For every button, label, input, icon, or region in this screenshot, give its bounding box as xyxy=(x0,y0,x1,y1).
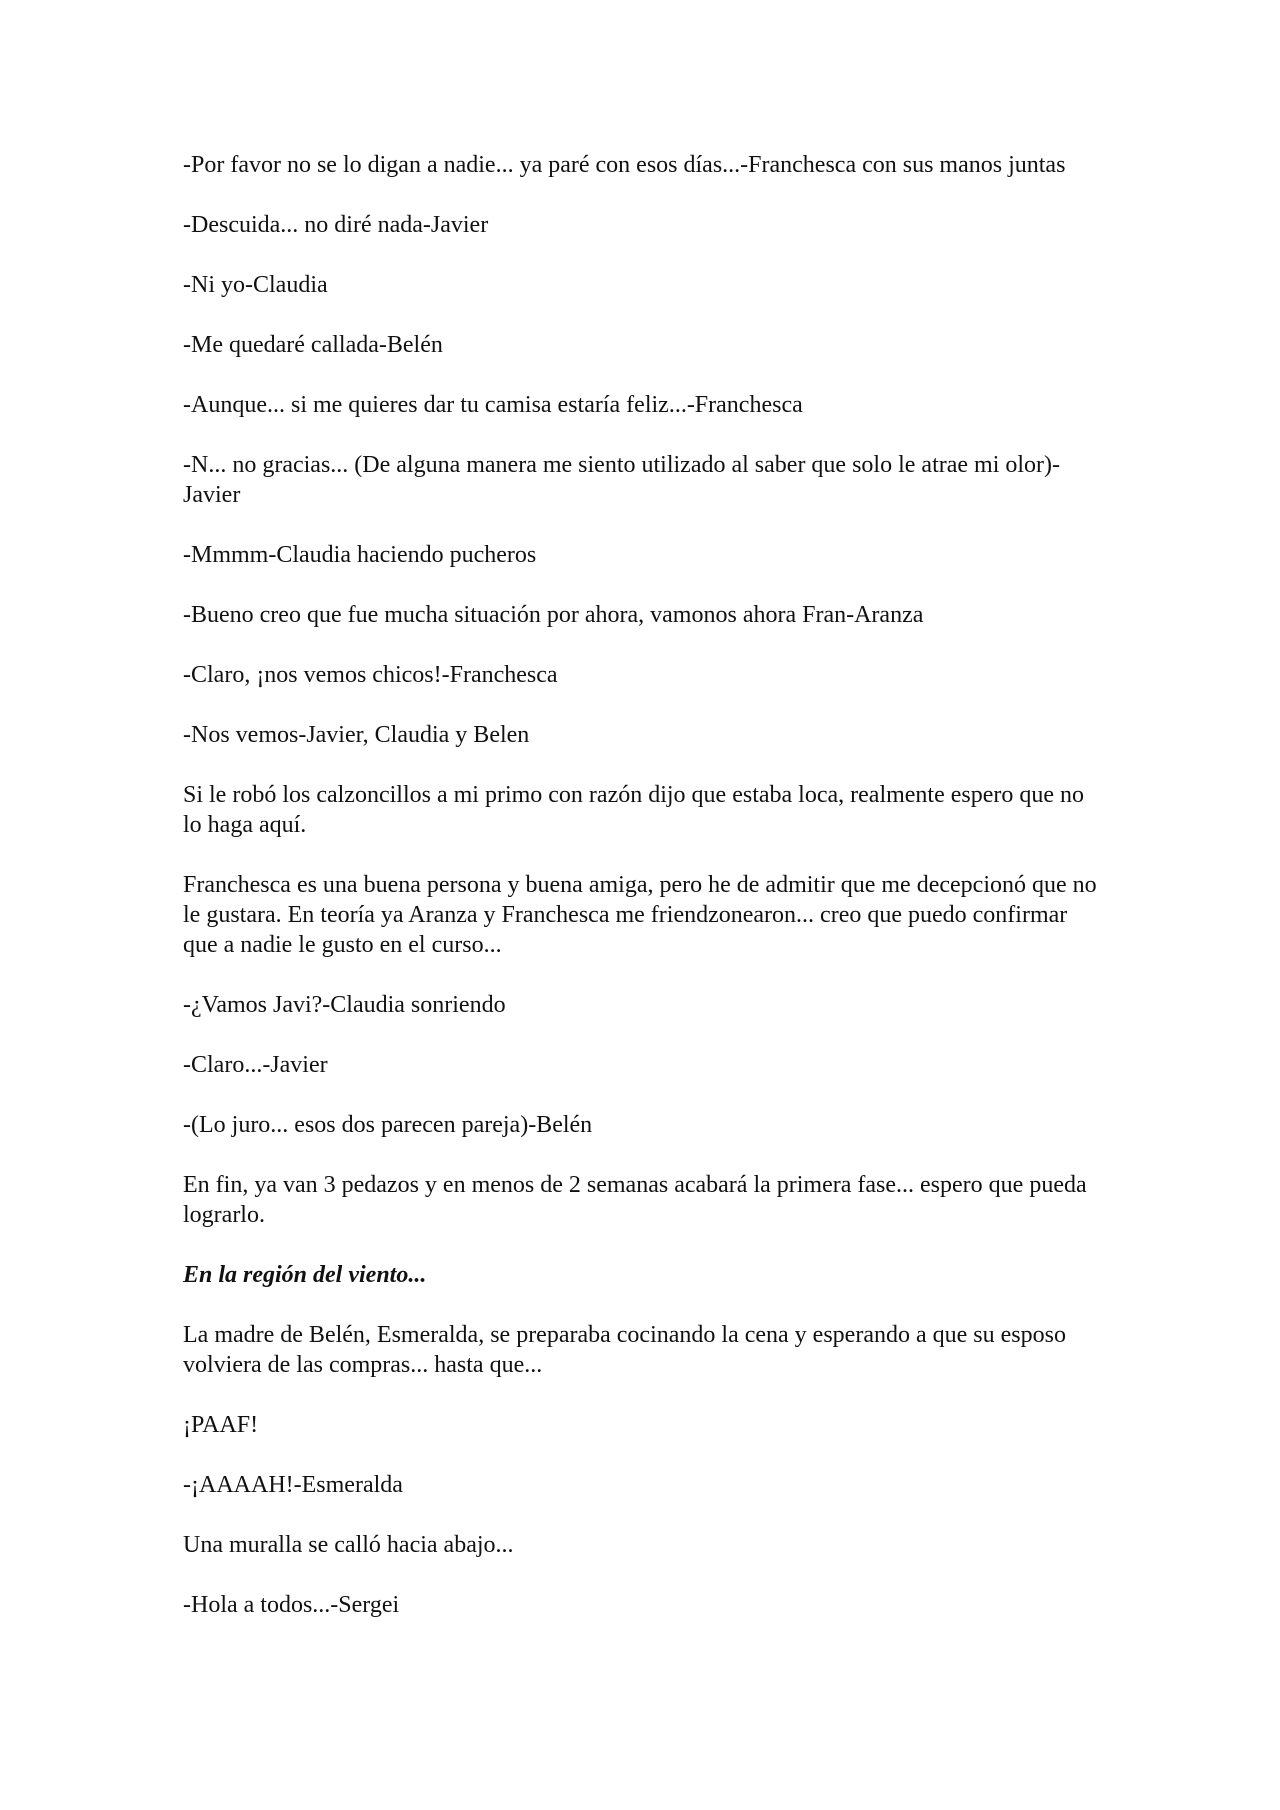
paragraph: -(Lo juro... esos dos parecen pareja)-Belén xyxy=(183,1112,593,1138)
paragraph: -Aunque... si me quieres dar tu camisa estaría feliz...-Franchesca xyxy=(183,392,803,418)
paragraph: En fin, ya van 3 pedazos y en menos de 2 semanas acabará la primera fase... espero que pueda lograrlo. xyxy=(183,1172,1087,1228)
paragraph: -¡AAAAH!-Esmeralda xyxy=(183,1472,403,1498)
section-heading: En la región del viento... xyxy=(183,1262,427,1288)
paragraph: -Mmmm-Claudia haciendo pucheros xyxy=(183,542,537,568)
document-body xyxy=(183,150,1103,1650)
paragraph: -Bueno creo que fue mucha situación por ahora, vamonos ahora Fran-Aranza xyxy=(183,602,924,628)
paragraph: -Me quedaré callada-Belén xyxy=(183,332,443,358)
paragraph: Franchesca es una buena persona y buena amiga, pero he de admitir que me decepcionó que no le gustara. En teoría ya Aranza y Franchesca me friendzonearon... creo que puedo confirmar que a nadie le gusto en el curso... xyxy=(183,872,1097,958)
paragraph: -Claro...-Javier xyxy=(183,1052,328,1078)
paragraph: -¿Vamos Javi?-Claudia sonriendo xyxy=(183,992,506,1018)
paragraph: -Por favor no se lo digan a nadie... ya paré con esos días...-Franchesca con sus manos juntas xyxy=(183,152,1066,178)
paragraph: -Nos vemos-Javier, Claudia y Belen xyxy=(183,722,530,748)
paragraph: -Hola a todos...-Sergei xyxy=(183,1592,400,1618)
paragraph: ¡PAAF! xyxy=(183,1412,259,1438)
paragraph: Si le robó los calzoncillos a mi primo con razón dijo que estaba loca, realmente espero que no lo haga aquí. xyxy=(183,782,1085,838)
paragraph: -Claro, ¡nos vemos chicos!-Franchesca xyxy=(183,662,558,688)
paragraph: Una muralla se calló hacia abajo... xyxy=(183,1532,514,1558)
paragraph: -N... no gracias... (De alguna manera me siento utilizado al saber que solo le atrae mi olor)-Javier xyxy=(183,452,1061,508)
paragraph: -Ni yo-Claudia xyxy=(183,272,328,298)
paragraph: La madre de Belén, Esmeralda, se preparaba cocinando la cena y esperando a que su esposo volviera de las compras... hasta que... xyxy=(183,1322,1066,1378)
paragraph: -Descuida... no diré nada-Javier xyxy=(183,212,489,238)
